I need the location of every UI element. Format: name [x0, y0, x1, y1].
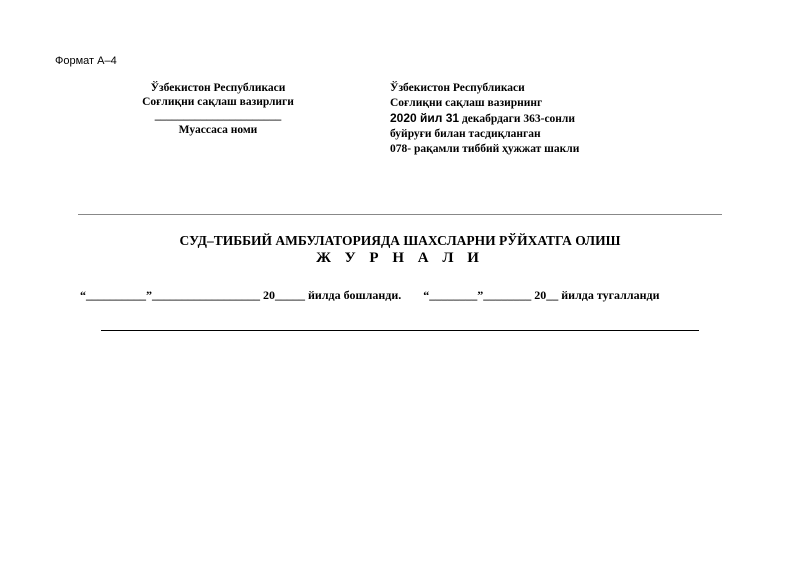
institution-header — [120, 81, 316, 137]
ministry-name: Соғлиқни сақлаш вазирлиги — [142, 96, 294, 108]
republic-name: Ўзбекистон Республикаси — [150, 82, 286, 94]
title-line-1: СУД–ТИББИЙ АМБУЛАТОРИЯДА ШАХСЛАРНИ РЎЙХАТГА ОЛИШ — [179, 233, 621, 248]
signature-line — [101, 330, 699, 331]
approval-ministry: Соғлиқни сақлаш вазирнинг — [390, 97, 543, 109]
journal-dates — [80, 288, 740, 303]
approval-date-line — [390, 111, 579, 127]
start-date-field: “__________”__________________ 20_____ йилда бошланди. — [80, 288, 402, 302]
end-date-field: “________”________ 20__ йилда тугалланди — [423, 288, 660, 302]
format-label: Формат А–4 — [55, 55, 117, 67]
institution-name-blank: ______________________ — [154, 110, 282, 122]
approval-order-number: декабрдаги 363-сонли — [459, 113, 576, 125]
institution-name-caption: Муассаса номи — [178, 124, 258, 136]
document-title — [0, 233, 800, 267]
approval-header — [390, 81, 579, 157]
approval-republic: Ўзбекистон Республикаси — [390, 82, 525, 94]
approval-order-text: буйруғи билан тасдиқланган — [390, 128, 541, 140]
separator-line — [78, 214, 722, 215]
approval-form-number: 078- рақамли тиббий ҳужжат шакли — [390, 143, 580, 155]
approval-date: 2020 йил 31 — [390, 111, 460, 125]
title-line-2: Ж У Р Н А Л И — [316, 250, 484, 266]
